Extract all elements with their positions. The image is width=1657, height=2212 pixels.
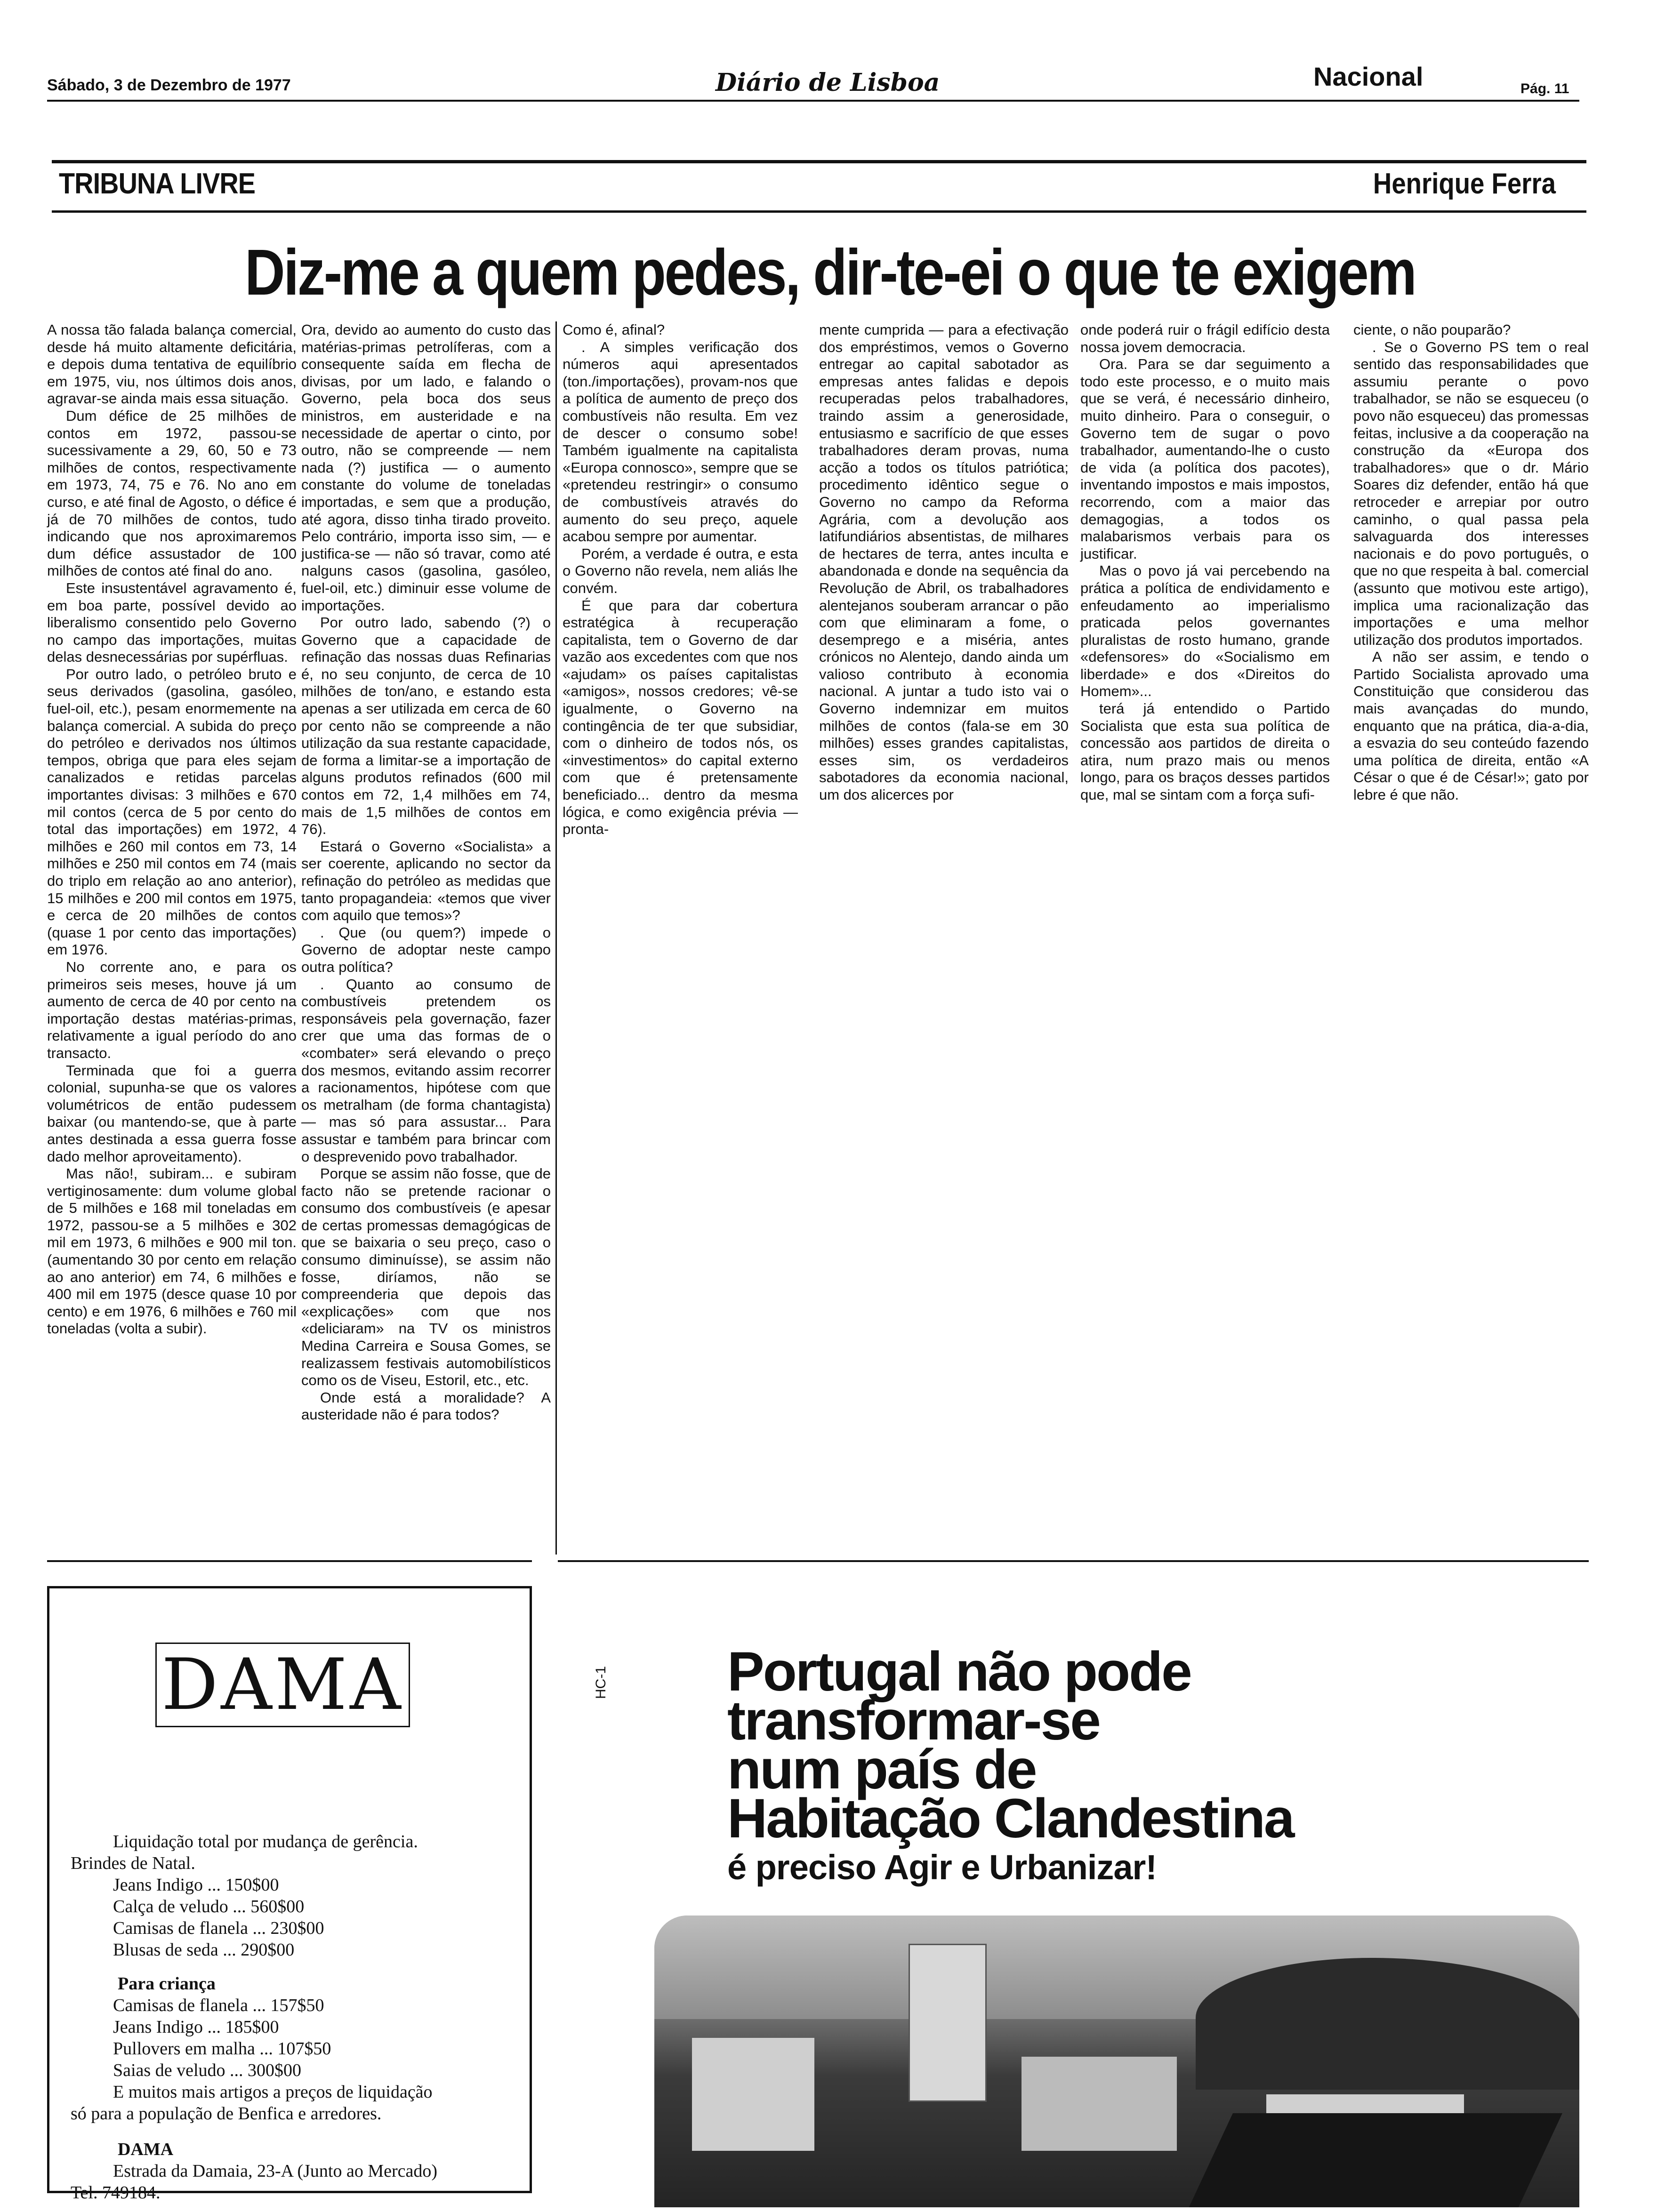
article-paragraph: Como é, afinal?	[563, 321, 665, 338]
article-column-5	[1080, 321, 1330, 804]
urban-ad-subtitle: é preciso Agir e Urbanizar!	[727, 1848, 1157, 1887]
newspaper-name: Diário de Lisboa	[716, 68, 940, 97]
photo-tower-block	[909, 1944, 987, 2102]
article-paragraph: Ora, devido ao aumento do custo das matérias-primas petrolíferas, com a consequente saída em flecha de divisas, por um lado, e falando o Governo, pela boca dos seus ministros, em austeridade e na necessidade de apertar o cinto, por outro, não se compreende — nem nada (?) justifica — o aumento constante do volume de toneladas importadas, e sem que a produção, até agora, disso tinha tirado proveito. Pelo contrário, importa isso sim, — e justifica-se — não só travar, como até nalguns casos (gasolina, gasóleo, fuel-oil, etc.) diminuir esse volume de importações.	[301, 321, 551, 614]
section-top-rule	[52, 160, 1586, 163]
article-paragraph: A nossa tão falada balança comercial, desde há muito altamente deficitária, e depois duma tentativa de equilíbrio em 1975, viu, nos últimos dois anos, agravar-se ainda mais essa situação.	[47, 321, 297, 407]
article-paragraph: Ora. Para se dar seguimento a todo este processo, e o muito mais que se verá, é necessário dinheiro, muito dinheiro. Para o conseguir, o Governo tem de sugar o povo trabalhador, aumentando-lhe o custo de vida (a política dos pacotes), inventando impostos e mais impostos, recorrendo, com a maior das demagogias, a todos os malabarismos verbais para os justificar.	[1080, 356, 1330, 562]
article-paragraph: Por outro lado, o petróleo bruto e seus derivados (gasolina, gasóleo, fuel-oil, etc.), pesam enormemente na balança comercial. A subida do preço do petróleo e derivados nos últimos tempos, obriga que para eles sejam canalizados e retidas parcelas importantes divisas: 3 milhões e 670 mil contos (cerca de 5 por cento do total das importações) em 1972, 4 milhões e 260 mil contos em 73, 14 milhões e 250 mil contos em 74 (mais do triplo em relação ao ano anterior), 15 milhões e 200 mil contos em 1975, e cerca de 20 milhões de contos (quase 1 por cento das importações) em 1976.	[47, 665, 297, 958]
city-photo	[654, 1915, 1579, 2207]
article-paragraph: Mas não!, subiram... e subiram vertiginosamente: dum volume global de 5 milhões e 168 mil toneladas em 1972, passou-se a 5 milhões e 302 mil em 1973, 6 milhões e 900 mil ton. (aumentando 30 por cento em relação ao ano anterior) em 74, 6 milhões e 400 mil em 1975 (desce quase 10 por cento) e em 1976, 6 milhões e 760 mil toneladas (volta a subir).	[47, 1165, 297, 1337]
article-paragraph: mente cumprida — para a efectivação dos empréstimos, vemos o Governo entregar ao capital sabotador as empresas antes falidas e depois recuperadas pelos trabalhadores, traindo assim a generosidade, entusiasmo e sacrifício de que esses trabalhadores deram provas, numa acção a todos os títulos patriótica; procedimento idêntico segue o Governo no campo da Reforma Agrária, com a devolução aos latifundiários absentistas, de milhares de hectares de terra, antes inculta e abandonada e donde na sequência da Revolução de Abril, os trabalhadores alentejanos souberam arrancar o pão com que eliminaram a fome, o desemprego e a miséria, antes crónicos no Alentejo, dando ainda um valioso contributo à economia nacional. A juntar a tudo isto vai o Governo indemnizar em muitos milhões de contos (fala-se em 30 milhões) esses grandes capitalistas, esses sim, os verdadeiros sabotadores da economia nacional, um dos alicerces por	[819, 321, 1069, 803]
dama-kids-item: Saias de veludo ... 300$00	[113, 2060, 302, 2080]
article-paragraph: . A simples verificação dos números aqui apresentados (ton./importações), provam-nos que a política de aumento de preço dos combustíveis não resulta. Em vez de descer o consumo sobe! Também igualmente na capitalista «Europa connosco», sempre que se «pretendeu restringir» o consumo de combustíveis através do aumento do seu preço, aquele acabou sempre por aumentar.	[563, 338, 798, 545]
article-paragraph: . Quanto ao consumo de combustíveis pretendem os responsáveis pela governação, fazer crer que uma das formas de o «combater» será elevando o preço dos mesmos, evitando assim recorrer a racionamentos, hipótese com que os metralham (de forma chantagista) — mas só para assustar... Para assustar e também para brincar com o desprevenido povo trabalhador.	[301, 976, 551, 1165]
article-paragraph: Porém, a verdade é outra, e esta o Governo não revela, nem aliás lhe convém.	[563, 545, 798, 596]
article-column-1	[47, 321, 297, 1338]
dama-closing: E muitos mais artigos a preços de liquidação	[113, 2082, 433, 2102]
ad-top-rule-left	[47, 1560, 532, 1562]
article-paragraph: Terminada que foi a guerra colonial, supunha-se que os valores volumétricos de então pudessem baixar (ou mantendo-se, que à parte antes destinada a essa guerra fosse dado melhor aproveitamento).	[47, 1062, 297, 1165]
article-column-2	[301, 321, 551, 1424]
dama-address: Estrada da Damaia, 23-A (Junto ao Mercado)	[113, 2161, 438, 2181]
article-paragraph: Dum défice de 25 milhões de contos em 1972, passou-se sucessivamente a 29, 60, 50 e 73 milhões de contos, respectivamente em 1973, 74, 75 e 76. No ano em curso, e até final de Agosto, o défice é já de 70 milhões de contos, tudo indicando que nos aproximaremos dum défice assustador de 100 milhões de contos até final do ano.	[47, 407, 297, 579]
column-divider	[555, 321, 557, 1555]
article-paragraph: terá já entendido o Partido Socialista que esta sua política de concessão aos partidos de direita o atira, num prazo mais ou menos longo, para os braços desses partidos que, mal se sintam com a força sufi-	[1080, 700, 1330, 803]
dama-kids-heading: Para criança	[118, 1974, 216, 1994]
photo-building	[692, 2038, 814, 2151]
ad-top-rule	[558, 1560, 1589, 1562]
article-column-6	[1353, 321, 1589, 804]
article-paragraph: Onde está a moralidade? A austeridade não é para todos?	[301, 1389, 551, 1423]
article-paragraph: . Que (ou quem?) impede o Governo de adoptar neste campo outra política?	[301, 924, 551, 975]
article-paragraph: Estará o Governo «Socialista» a ser coerente, aplicando no sector da refinação do petróleo as medidas que tanto propagandeia: «temos que viver com aquilo que temos»?	[301, 838, 551, 924]
dama-ad-text	[71, 1831, 494, 2204]
dama-item: Jeans Indigo ... 150$00	[113, 1875, 279, 1895]
article-paragraph: Este insustentável agravamento é, em boa parte, possível devido ao liberalismo consentido pelo Governo no campo das importações, muitas delas desnecessárias por supérfluas.	[47, 579, 297, 665]
dama-item: Blusas de seda ... 290$00	[113, 1940, 295, 1960]
article-paragraph: É que para dar cobertura estratégica à recuperação capitalista, tem o Governo de dar vazão aos excedentes com que nos «ajudam» os países capitalistas «amigos», nossos credores; vê-se igualmente, o Governo na contingência de ter que subsidiar, com o dinheiro de todos nós, os «investimentos» do capital externo com que é pretensamente beneficiado... dentro da mesma lógica, e como exigência prévia — pronta-	[563, 597, 798, 838]
photo-roof	[1187, 2113, 1562, 2207]
photo-building	[1022, 2057, 1177, 2151]
ad-code: HC-1	[593, 1666, 609, 1699]
urban-ad-title-line: Portugal não pode	[727, 1641, 1191, 1703]
dama-item: Calça de veludo ... 560$00	[113, 1897, 305, 1916]
masthead-rule	[47, 100, 1579, 102]
article-author: Henrique Ferra	[1373, 168, 1556, 200]
article-column-3	[563, 321, 798, 838]
dama-logo-text: DAMA	[155, 1643, 410, 1727]
article-paragraph: ciente, o não pouparão?	[1353, 321, 1511, 338]
section-name: Nacional	[1313, 62, 1424, 91]
urban-ad-title	[727, 1641, 1528, 1850]
page-number: Pág. 11	[1520, 81, 1569, 96]
dama-item: Camisas de flanela ... 230$00	[113, 1918, 324, 1938]
article-headline: Diz-me a quem pedes, dir-te-ei o que te exigem	[245, 236, 1416, 309]
article-column-4	[819, 321, 1069, 804]
dama-kids-item: Camisas de flanela ... 157$50	[113, 1996, 324, 2015]
article-paragraph: Porque se assim não fosse, que de facto não se pretende racionar o consumo dos combustíveis (e apesar de certas promessas demagógicas de que se baixaria o seu preço, caso o consumo diminuísse), se assim não fosse, diríamos, não se compreenderia que depois das «explicações» com que nos «deliciaram» na TV os ministros Medina Carreira e Sousa Gomes, se realizassem festivais automobilísticos como os de Viseu, Estoril, etc., etc.	[301, 1165, 551, 1389]
masthead-date: Sábado, 3 de Dezembro de 1977	[47, 76, 291, 94]
dama-intro-2: Brindes de Natal.	[71, 1853, 195, 1873]
dama-intro: Liquidação total por mudança de gerência.	[113, 1832, 418, 1851]
dama-phone: Tel. 749184.	[71, 2183, 161, 2203]
urban-ad-title-line: Habitação Clandestina	[727, 1787, 1294, 1850]
section-bottom-rule	[52, 210, 1586, 213]
article-paragraph: onde poderá ruir o frágil edifício desta nossa jovem democracia.	[1080, 321, 1330, 355]
article-paragraph: . Se o Governo PS tem o real sentido das responsabilidades que assumiu perante o povo trabalhador, se não se esqueceu (o povo não esqueceu) das promessas feitas, inclusive a da cooperação na construção da «Europa dos trabalhadores» que o dr. Mário Soares diz defender, então há que retroceder e arrepiar por outro caminho, o qual passa pela salvaguarda dos interesses nacionais e do povo português, o que no que respeita à bal. comercial (assunto que motivou este artigo), implica uma racionalização das importações e uma melhor utilização dos produtos importados.	[1353, 338, 1589, 648]
column-label: TRIBUNA LIVRE	[59, 168, 256, 200]
spacer	[71, 2124, 494, 2139]
article-paragraph: No corrente ano, e para os primeiros seis meses, houve já um aumento de cerca de 40 por cento na importação destas matérias-primas, relativamente a igual período do ano transacto.	[47, 958, 297, 1061]
dama-shop-name: DAMA	[118, 2140, 174, 2159]
article-paragraph: Mas o povo já vai percebendo na prática a política de endividamento e enfeudamento ao imperialismo praticada pelos governantes pluralistas de rosto humano, grande «defensores» do «Socialismo em liberdade» e dos «Direitos do Homem»...	[1080, 562, 1330, 700]
dama-kids-item: Jeans Indigo ... 185$00	[113, 2017, 279, 2037]
article-paragraph: A não ser assim, e tendo o Partido Socialista aprovado uma Constituição que considerou das mais avançadas do mundo, enquanto que na prática, dia-a-dia, a esvazia do seu conteúdo fazendo uma política de direita, então «A César o que é de César!»; gato por lebre é que não.	[1353, 649, 1589, 803]
dama-logo	[155, 1643, 410, 1727]
article-paragraph: Por outro lado, sabendo (?) o Governo que a capacidade de refinação das nossas duas Refinarias é, no seu conjunto, de cerca de 10 milhões de ton/ano, e estando esta apenas a ser utilizada em cerca de 60 por cento não se compreende a não utilização da sua restante capacidade, de forma a limitar-se a importação de alguns produtos refinados (600 mil contos em 72, 1,4 milhões em 74, mais de 1,5 milhões de contos em 76).	[301, 614, 551, 838]
urban-ad-title-line: num país de	[727, 1739, 1036, 1801]
spacer	[71, 1961, 494, 1973]
urban-ad-title-line: transformar-se	[727, 1690, 1100, 1752]
dama-kids-item: Pullovers em malha ... 107$50	[113, 2039, 331, 2059]
dama-closing-2: só para a população de Benfica e arredores.	[71, 2104, 382, 2124]
